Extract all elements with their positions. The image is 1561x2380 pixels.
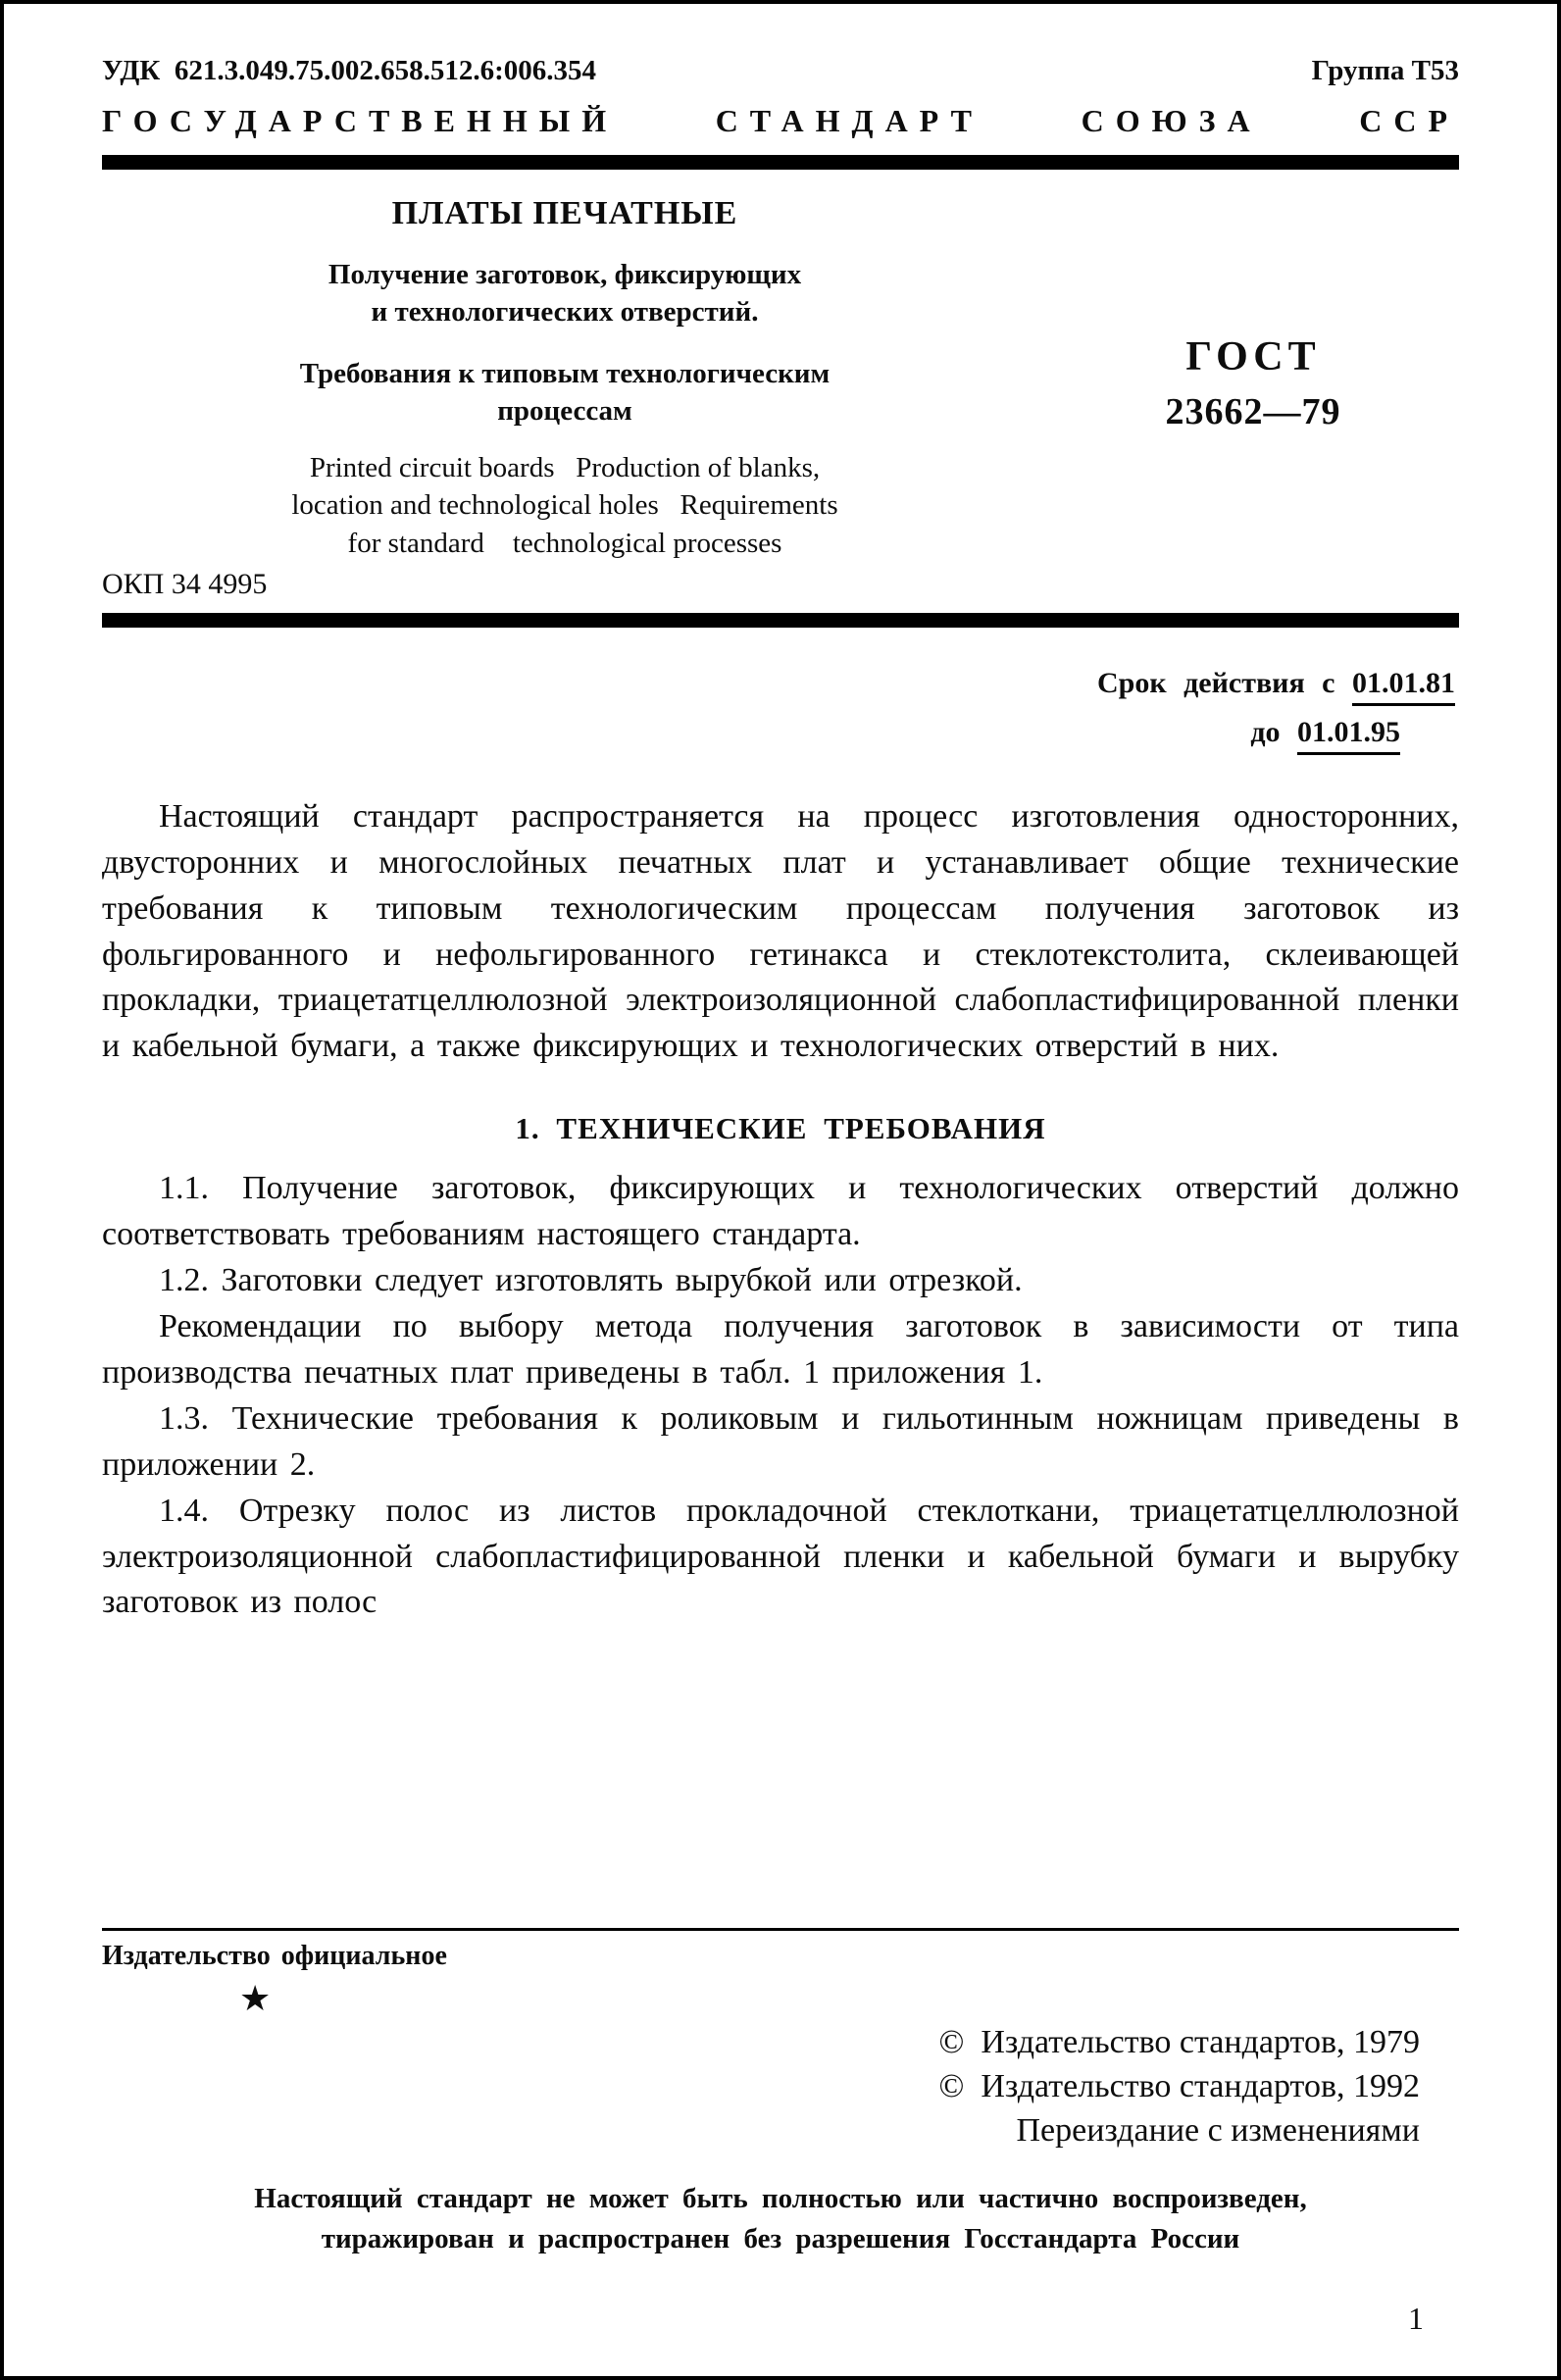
subtitle-group-2: [102, 355, 1028, 430]
paragraph-1-1: 1.1. Получение заготовок, фиксирующих и технологических отверстий должно соответствовать требованиям настоящего стандарта.: [102, 1170, 1459, 1253]
english-title-line: for standard technological processes: [347, 527, 782, 559]
group-label: Группа Т53: [1311, 55, 1459, 86]
star-icon: ★: [239, 1979, 272, 2019]
english-title-line: Printed circuit boards Production of blanks,: [309, 452, 821, 484]
reproduction-notice-line-2: тиражирован и распространен без разрешения Госстандарта России: [321, 2222, 1240, 2254]
subtitle-line: Получение заготовок, фиксирующих: [327, 259, 802, 290]
intro-paragraph: Настоящий стандарт распространяется на процесс изготовления односторонних, двусторонних и многослойных печатных плат и устанавливает общие технические требования к типовым технологическим процессам получения заготовок из фольгированного и нефольгированного гетинакса и стеклотекстолита, склеивающей прокладки, триацетатцеллюлозной электроизоляционной слабопластифицированной пленки и кабельной бумаги, а также фиксирующих и технологических отверстий в них.: [102, 797, 1459, 1065]
subtitle-line: и технологических отверстий.: [371, 296, 759, 329]
subtitle-line: Требования к типовым технологическим: [299, 357, 831, 389]
paragraph-1-4: 1.4. Отрезку полос из листов прокладочной стеклоткани, триацетатцеллюлозной электроизоляционной слабопластифицированной пленки и кабельной бумаги и вырубку заготовок из полос: [102, 1492, 1459, 1621]
separator-bar-bottom: [102, 613, 1459, 628]
validity-from-label: Срок действия с: [1097, 666, 1335, 699]
validity-from-date: 01.01.81: [1352, 667, 1455, 706]
validity-block: [102, 667, 1459, 749]
okp-code: ОКП 34 4995: [102, 567, 268, 600]
reproduction-notice-line-1: Настоящий стандарт не может быть полностью или частично воспроизведен,: [254, 2182, 1307, 2214]
page-footer: [102, 1899, 1459, 2337]
paragraph-1-3: 1.3. Технические требования к роликовым и гильотинным ножницам приведены в приложении 2.: [102, 1399, 1459, 1483]
official-edition-label: Издательство официальное: [102, 1941, 447, 1972]
state-standard-header: ГОСУДАРСТВЕННЫЙ СТАНДАРТ СОЮЗА ССР: [102, 103, 1459, 138]
copyright-line-1979: © Издательство стандартов, 1979: [938, 2024, 1420, 2061]
document-body: [102, 794, 1459, 1627]
title-block: [102, 195, 1459, 562]
page-number: 1: [1408, 2301, 1424, 2336]
gost-designation-block: [1047, 205, 1459, 562]
subtitle-group-1: [102, 256, 1028, 331]
copyright-block: [102, 2021, 1459, 2153]
title-left-column: [102, 195, 1047, 562]
gost-number: 23662—79: [1165, 390, 1341, 432]
document-title: ПЛАТЫ ПЕЧАТНЫЕ: [391, 195, 738, 231]
gost-label: ГОСТ: [1185, 333, 1321, 380]
validity-from: [102, 667, 1455, 700]
top-row: [102, 55, 1459, 87]
validity-to: [102, 716, 1455, 749]
validity-to-label: до: [1250, 715, 1281, 748]
subtitle-line: процессам: [497, 394, 632, 427]
validity-to-date: 01.01.95: [1297, 716, 1400, 755]
paragraph-1-2: 1.2. Заготовки следует изготовлять вырубкой или отрезкой.: [159, 1262, 1023, 1299]
footer-rule: [102, 1928, 1459, 1931]
english-title-line: location and technological holes Requirements: [291, 489, 838, 522]
reissue-note: Переиздание с изменениями: [1016, 2111, 1420, 2149]
copyright-line-1992: © Издательство стандартов, 1992: [938, 2067, 1420, 2104]
section-heading: 1. ТЕХНИЧЕСКИЕ ТРЕБОВАНИЯ: [515, 1111, 1046, 1146]
udk-code: УДК 621.3.049.75.002.658.512.6:006.354: [102, 55, 596, 86]
separator-bar-top: [102, 155, 1459, 170]
english-title-group: [102, 449, 1028, 562]
reproduction-notice: [102, 2179, 1459, 2259]
paragraph-recommendations: Рекомендации по выбору метода получения заготовок в зависимости от типа производства печатных плат приведены в табл. 1 приложения 1.: [102, 1308, 1459, 1391]
